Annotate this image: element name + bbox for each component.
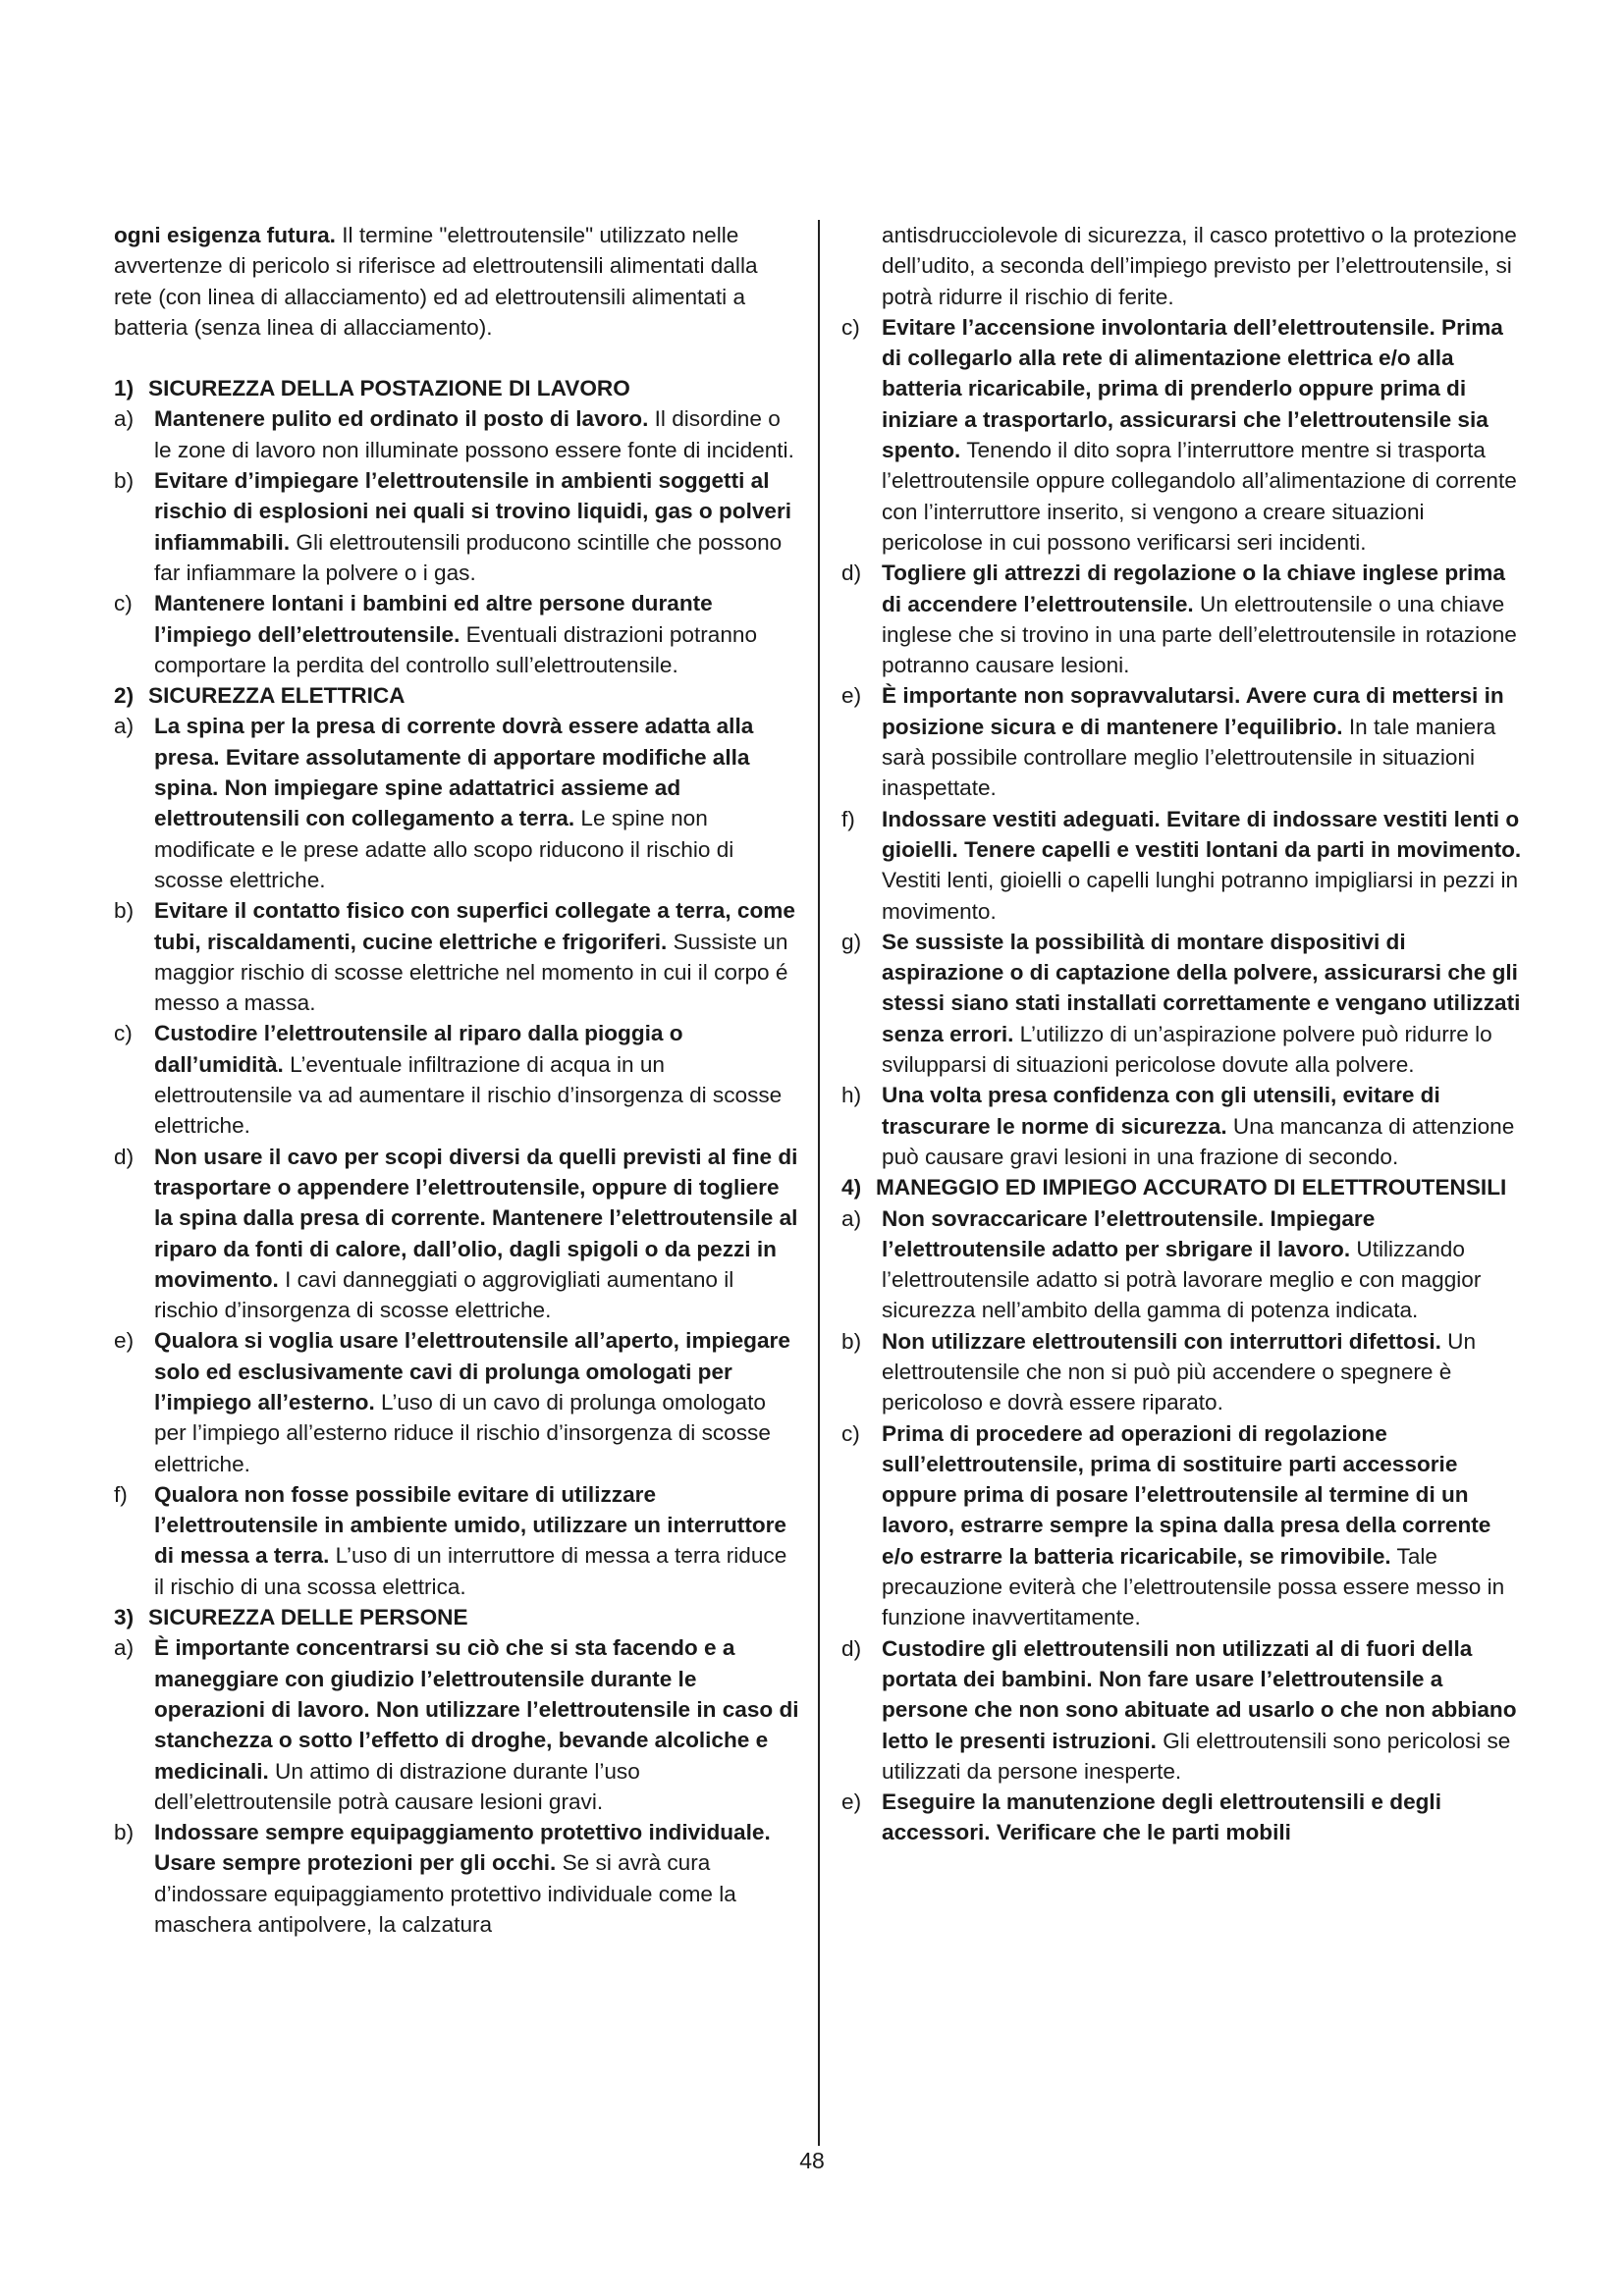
- list-item: g) Se sussiste la possibilità di montare dispositivi di aspirazione o di captazione della polvere, assicurarsi che gli stessi siano stati installati correttamente e vengano utilizzati senza errori. L’utilizzo di un’aspirazione polvere può ridurre lo svilupparsi di situazioni pericolose dovute alla polvere.: [841, 929, 1521, 1078]
- list-item: b) Evitare d’impiegare l’elettroutensile in ambienti soggetti al rischio di esplosioni nei quali si trovino liquidi, gas o polveri infiammabili. Gli elettroutensili producono scintille che possono far infiammare la polvere o i gas.: [114, 468, 792, 585]
- list-item: e) Eseguire la manutenzione degli elettroutensili e degli accessori. Verificare che le parti mobili: [841, 1789, 1441, 1845]
- right-column: [841, 220, 1529, 1848]
- section-heading-1: 1) SICUREZZA DELLA POSTAZIONE DI LAVORO: [114, 376, 630, 401]
- list-item: e) È importante non sopravvalutarsi. Avere cura di mettersi in posizione sicura e di mantenere l’equilibrio. In tale maniera sarà possibile controllare meglio l’elettroutensile in situazioni inaspettate.: [841, 683, 1504, 801]
- list-item: f) Qualora non fosse possibile evitare di utilizzare l’elettroutensile in ambiente umido, utilizzare un interruttore di messa a terra. L’uso di un interruttore di messa a terra riduce il rischio di una scossa elettrica.: [114, 1481, 787, 1599]
- section-heading-4: 4) MANEGGIO ED IMPIEGO ACCURATO DI ELETTROUTENSILI: [841, 1175, 1507, 1201]
- section-heading-2: 2) SICUREZZA ELETTRICA: [114, 683, 406, 709]
- list-item: b) Non utilizzare elettroutensili con interruttori difettosi. Un elettroutensile che non si può più accendere o spegnere è pericoloso e dovrà essere riparato.: [841, 1328, 1477, 1415]
- list-item: a) La spina per la presa di corrente dovrà essere adatta alla presa. Evitare assolutamente di apportare modifiche alla spina. Non impiegare spine adattatrici assieme ad elettroutensili con collegamento a terra. Le spine non modificate e le prese adatte allo scopo riducono il rischio di scosse elettriche.: [114, 714, 754, 892]
- continued-text: antisdrucciolevole di sicurezza, il casco protettivo o la protezione dell’udito, a seconda dell’impiego previsto per l’elettroutensile, si potrà ridurre il rischio di ferite.: [882, 223, 1517, 309]
- list-item: c) Mantenere lontani i bambini ed altre persone durante l’impiego dell’elettroutensile. Eventuali distrazioni potranno comportare la perdita del controllo sull’elettroutensile.: [114, 591, 758, 677]
- list-item: c) Custodire l’elettroutensile al riparo dalla pioggia o dall’umidità. L’eventuale infiltrazione di acqua in un elettroutensile va ad aumentare il rischio d’insorgenza di scosse elettriche.: [114, 1021, 783, 1139]
- list-item: c) Prima di procedere ad operazioni di regolazione sull’elettroutensile, prima di sostituire parti accessorie oppure prima di posare l’elettroutensile al termine di un lavoro, estrarre sempre la spina dalla presa della corrente e/o estrarre la batteria ricaricabile, se rimovibile. Tale precauzione eviterà che l’elettroutensile possa essere messo in funzione inavvertitamente.: [841, 1420, 1505, 1630]
- left-column: [114, 220, 801, 1940]
- list-item: h) Una volta presa confidenza con gli utensili, evitare di trascurare le norme di sicurezza. Una mancanza di attenzione può causare gravi lesioni in una frazione di secondo.: [841, 1083, 1515, 1169]
- list-item: b) Indossare sempre equipaggiamento protettivo individuale. Usare sempre protezioni per gli occhi. Se si avrà cura d’indossare equipaggiamento protettivo individuale come la maschera antipolvere, la calzatura: [114, 1820, 771, 1938]
- intro-bold: ogni esigenza futura.: [114, 223, 336, 247]
- list-item: a) È importante concentrarsi su ciò che si sta facendo e a maneggiare con giudizio l’elettroutensile durante le operazioni di lavoro. Non utilizzare l’elettroutensile in caso di stanchezza o sotto l’effetto di droghe, bevande alcoliche e medicinali. Un attimo di distrazione durante l’uso dell’elettroutensile potrà causare lesioni gravi.: [114, 1635, 799, 1814]
- list-item: d) Togliere gli attrezzi di regolazione o la chiave inglese prima di accendere l’elettroutensile. Un elettroutensile o una chiave inglese che si trovino in una parte dell’elettroutensile in rotazione potranno causare lesioni.: [841, 561, 1517, 678]
- list-item: d) Custodire gli elettroutensili non utilizzati al di fuori della portata dei bambini. Non fare usare l’elettroutensile a persone che non sono abituate ad usarlo o che non abbiano letto le presenti istruzioni. Gli elettroutensili sono pericolosi se utilizzati da persone inesperte.: [841, 1635, 1517, 1784]
- column-divider: [818, 220, 820, 2146]
- list-item: c) Evitare l’accensione involontaria dell’elettroutensile. Prima di collegarlo alla rete di alimentazione elettrica e/o alla batteria ricaricabile, prima di prenderlo oppure prima di iniziare a trasportarlo, assicurarsi che l’elettroutensile sia spento. Tenendo il dito sopra l’interruttore mentre si trasporta l’elettroutensile oppure collegandolo all’alimentazione di corrente con l’interruttore inserito, si vengono a creare situazioni pericolose in cui possono verificarsi seri incidenti.: [841, 314, 1517, 555]
- section-heading-3: 3) SICUREZZA DELLE PERSONE: [114, 1605, 468, 1630]
- list-item: f) Indossare vestiti adeguati. Evitare di indossare vestiti lenti o gioielli. Tenere capelli e vestiti lontani da parti in movimento. Vestiti lenti, gioielli o capelli lunghi potranno impigliarsi in pezzi in movimento.: [841, 806, 1522, 924]
- list-item: b) Evitare il contatto fisico con superfici collegate a terra, come tubi, riscaldamenti, cucine elettriche e frigoriferi. Sussiste un maggior rischio di scosse elettriche nel momento in cui il corpo é messo a massa.: [114, 898, 795, 1016]
- page-number: 48: [799, 2148, 825, 2173]
- intro-text: Il termine "elettroutensile" utilizzato nelle avvertenze di pericolo si riferisce ad elettroutensili alimentati dalla rete (con linea di allacciamento) ed ad elettroutensili alimentati a batteria (senza linea di allacciamento).: [114, 223, 758, 340]
- list-item: a) Mantenere pulito ed ordinato il posto di lavoro. Il disordine o le zone di lavoro non illuminate possono essere fonte di incidenti.: [114, 406, 794, 462]
- list-item: d) Non usare il cavo per scopi diversi da quelli previsti al fine di trasportare o appendere l’elettroutensile, oppure di togliere la spina dalla presa di corrente. Mantenere l’elettroutensile al riparo da fonti di calore, dall’olio, dagli spigoli o da pezzi in movimento. I cavi danneggiati o aggrovigliati aumentano il rischio d’insorgenza di scosse elettriche.: [114, 1144, 798, 1323]
- list-item: a) Non sovraccaricare l’elettroutensile. Impiegare l’elettroutensile adatto per sbrigare il lavoro. Utilizzando l’elettroutensile adatto si potrà lavorare meglio e con maggior sicurezza nell’ambito della gamma di potenza indicata.: [841, 1205, 1482, 1323]
- list-item: e) Qualora si voglia usare l’elettroutensile all’aperto, impiegare solo ed esclusivamente cavi di prolunga omologati per l’impiego all’esterno. L’uso di un cavo di prolunga omologato per l’impiego all’esterno riduce il rischio d’insorgenza di scosse elettriche.: [114, 1328, 790, 1476]
- intro-paragraph: [114, 220, 801, 343]
